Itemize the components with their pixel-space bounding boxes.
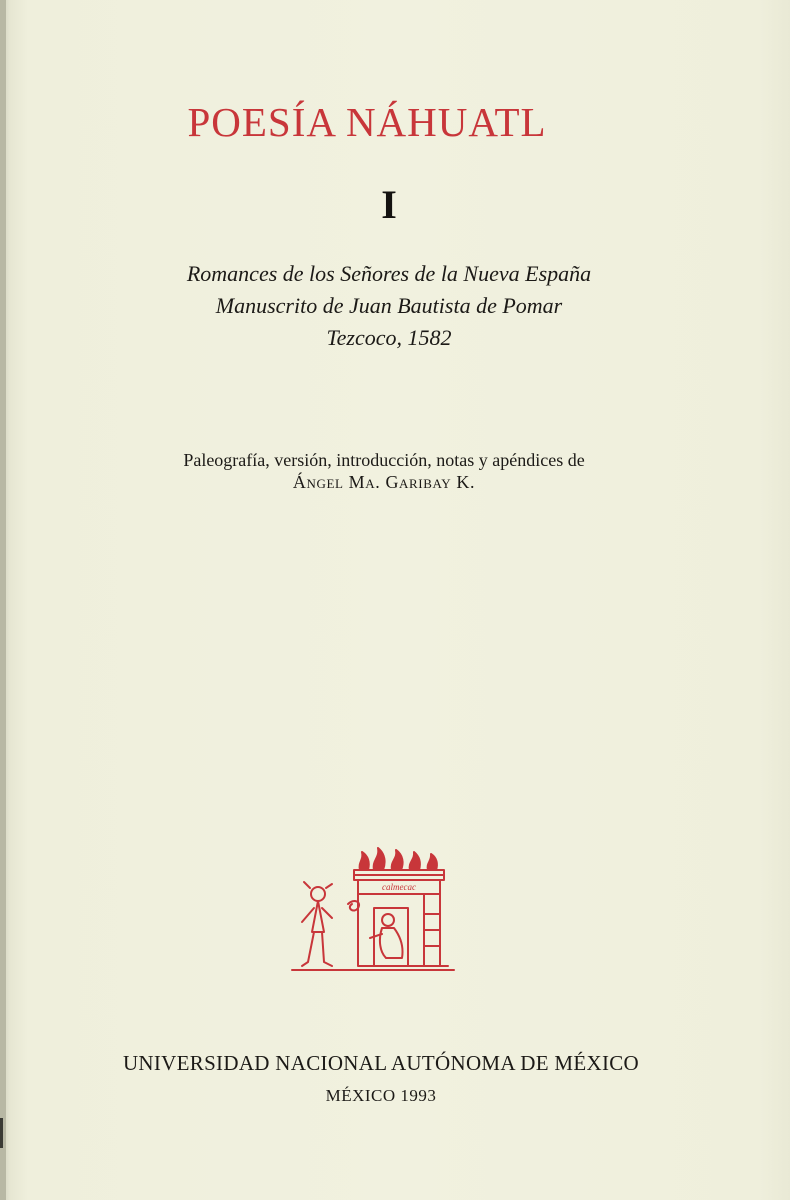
gutter-mark — [0, 1118, 3, 1148]
book-gutter — [0, 0, 6, 1200]
publication-place-year: MÉXICO 1993 — [325, 1086, 437, 1105]
calmecac-glyph-icon — [288, 842, 458, 976]
publisher-name: UNIVERSIDAD NACIONAL AUTÓNOMA DE MÉXICO — [122, 1051, 640, 1075]
author-name: Ángel Ma. Garibay K. — [292, 472, 476, 492]
volume-number: I — [381, 182, 397, 227]
credits-line: Paleografía, versión, introducción, notas y apéndices de — [183, 450, 585, 470]
emblem-label: calmecac — [382, 882, 416, 892]
subtitle-line-1: Romances de los Señores de la Nueva España — [186, 261, 592, 286]
subtitle-line-2: Manuscrito de Juan Bautista de Pomar — [215, 293, 563, 318]
subtitle-line-3: Tezcoco, 1582 — [326, 325, 452, 350]
book-title: POESÍA NÁHUATL — [187, 99, 547, 145]
